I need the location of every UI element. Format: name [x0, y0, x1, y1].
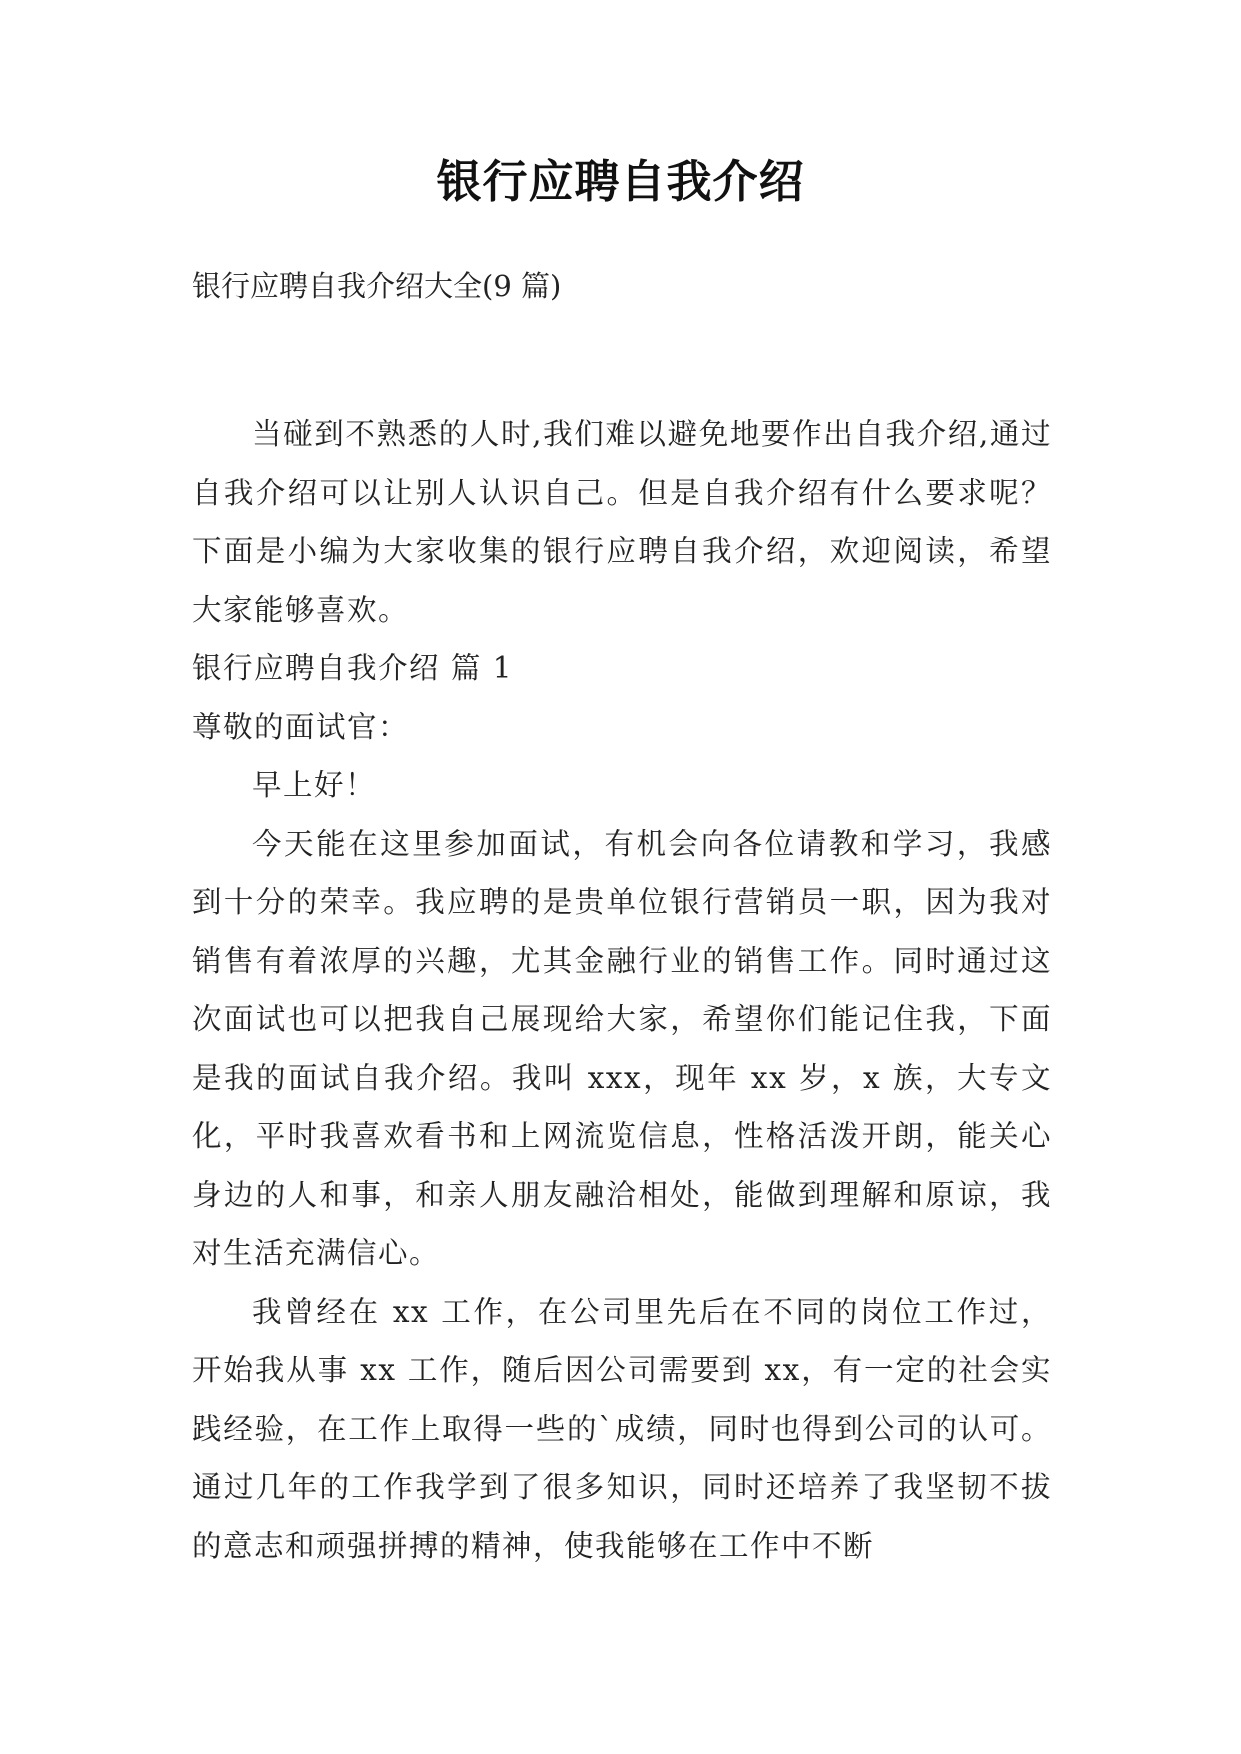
salutation: 尊敬的面试官：: [192, 709, 410, 744]
paragraph-body-2: 我曾经在 xx 工作，在公司里先后在不同的岗位工作过，开始我从事 xx 工作，随后因公司需要到 xx，有一定的社会实践经验，在工作上取得一些的`成绩，同时也得到公司的认可。通过几年的工作我学到了很多知识，同时还培养了我坚韧不拔的意志和顽强拼搏的精神，使我能够在工作中不断: [192, 1294, 1052, 1563]
paragraph-body-1: 今天能在这里参加面试，有机会向各位请教和学习，我感到十分的荣幸。我应聘的是贵单位银行营销员一职，因为我对销售有着浓厚的兴趣，尤其金融行业的销售工作。同时通过这次面试也可以把我自己展现给大家，希望你们能记住我，下面是我的面试自我介绍。我叫 xxx，现年 xx 岁，x 族，大专文化，平时我喜欢看书和上网流览信息，性格活泼开朗，能关心身边的人和事，和亲人朋友融洽相处，能做到理解和原谅，我对生活充满信心。: [192, 826, 1052, 1270]
document-title: 银行应聘自我介绍: [436, 155, 805, 208]
paragraph-intro: 当碰到不熟悉的人时,我们难以避免地要作出自我介绍,通过自我介绍可以让别人认识自己。但是自我介绍有什么要求呢？下面是小编为大家收集的银行应聘自我介绍，欢迎阅读，希望大家能够喜欢。: [192, 417, 1052, 627]
section-heading: 银行应聘自我介绍 篇 1: [192, 651, 514, 685]
greeting: 早上好！: [252, 768, 377, 802]
document-subtitle: 银行应聘自我介绍大全(9 篇): [192, 269, 562, 303]
document-body: [192, 405, 1052, 1575]
